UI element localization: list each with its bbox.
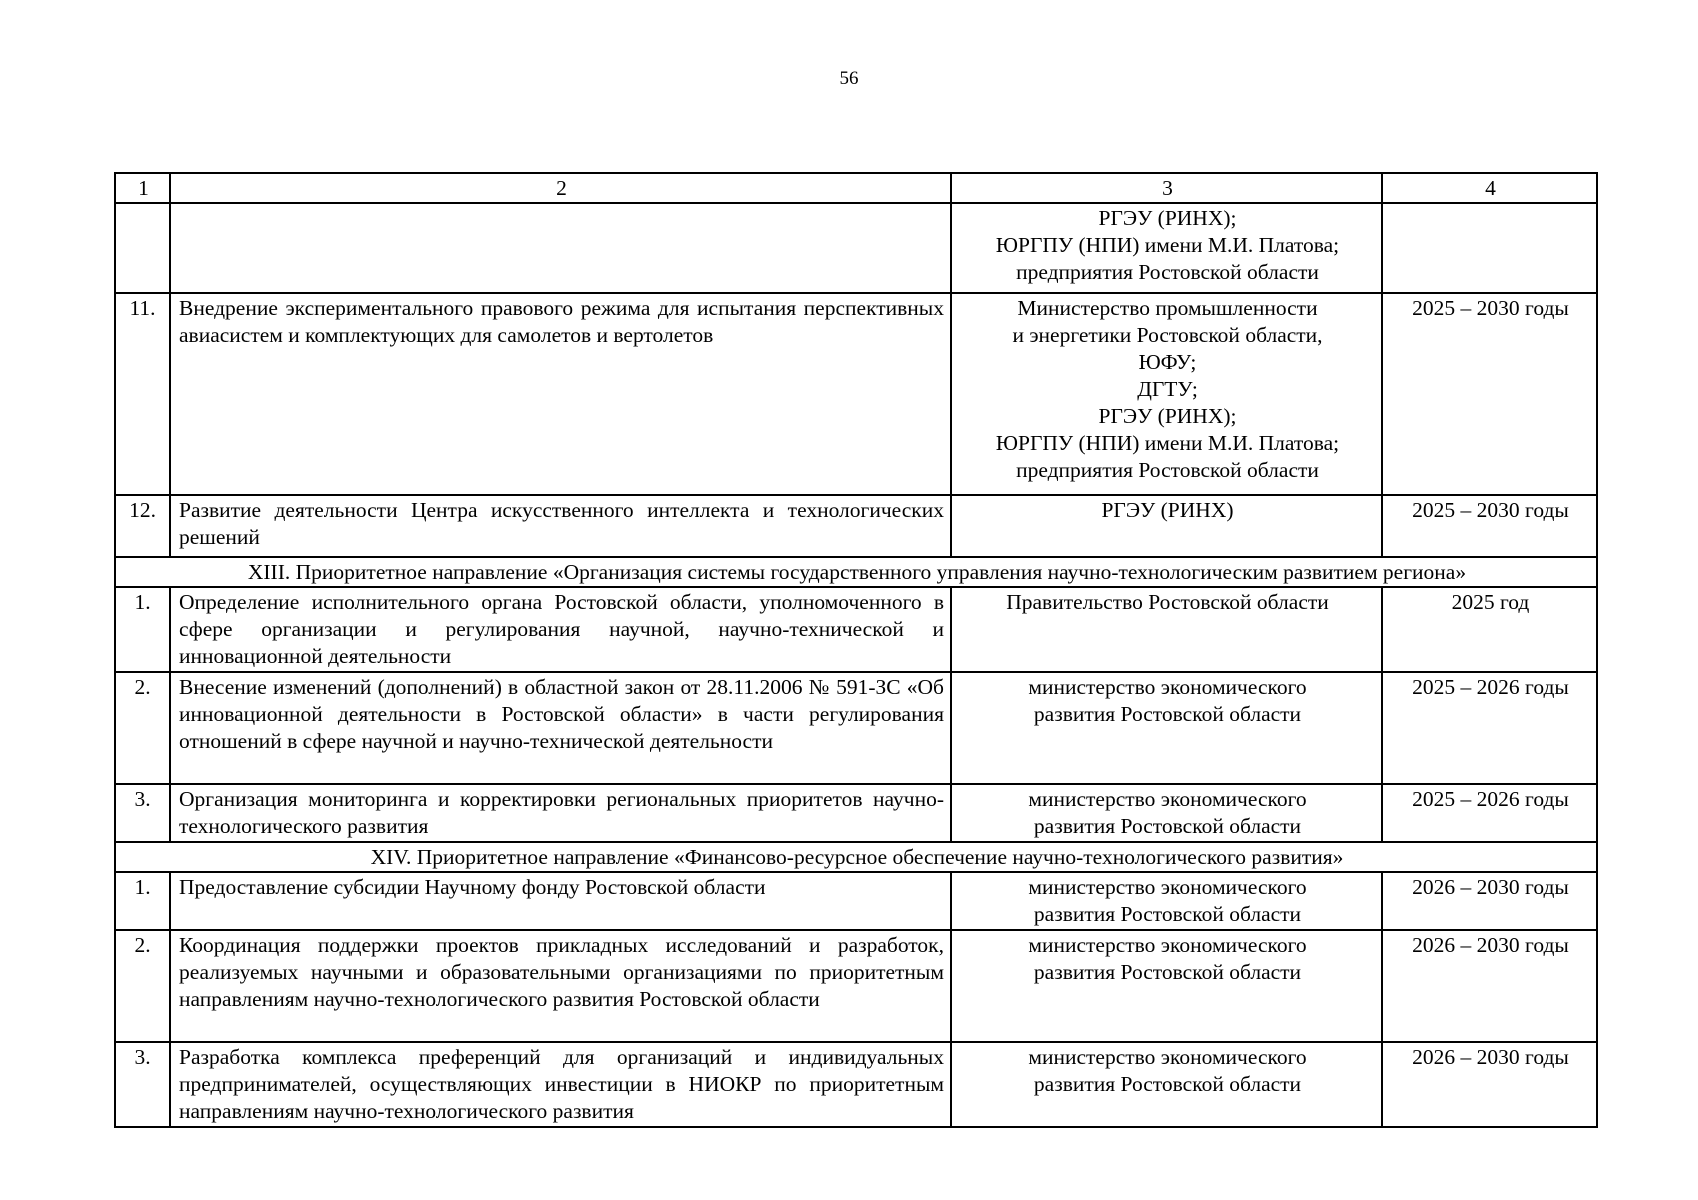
executor-line: предприятия Ростовской области (1016, 260, 1319, 284)
executor-line: ЮРГПУ (НПИ) имени М.И. Платова; (995, 233, 1340, 257)
row-description: Организация мониторинга и корректировки региональных приоритетов научно-технологического развития (170, 784, 951, 842)
executor-line: развития Ростовской области (1033, 1072, 1302, 1096)
row-number (115, 203, 170, 293)
executor-line: Министерство промышленности (1017, 296, 1318, 320)
row-description: Определение исполнительного органа Ростовской области, уполномоченного в сфере организации и регулирования научной, научно-технической и инновационной деятельности (170, 587, 951, 672)
table-row (115, 293, 1597, 495)
row-number: 2. (115, 672, 170, 784)
row-term: 2026 – 2030 годы (1382, 872, 1597, 930)
executor-line: министерство экономического (1028, 675, 1307, 699)
row-term (1382, 203, 1597, 293)
row-number: 3. (115, 784, 170, 842)
executor-line: ЮФУ; (1138, 350, 1197, 374)
row-term: 2025 год (1382, 587, 1597, 672)
row-description: Разработка комплекса преференций для организаций и индивидуальных предпринимателей, осуществляющих инвестиции в НИОКР по приоритетным направлениям научно-технологического развития (170, 1042, 951, 1127)
executor-line: ЮРГПУ (НПИ) имени М.И. Платова; (995, 431, 1340, 455)
section-heading-row (115, 557, 1597, 587)
row-number: 2. (115, 930, 170, 1042)
row-executors (951, 672, 1382, 784)
executor-line: министерство экономического (1028, 933, 1307, 957)
row-number: 12. (115, 495, 170, 557)
section-title: XIII. Приоритетное направление «Организация системы государственного управления научно-технологическим развитием региона» (115, 557, 1597, 587)
row-executors (951, 1042, 1382, 1127)
row-executors (951, 930, 1382, 1042)
column-number-1: 1 (115, 173, 170, 203)
row-term: 2026 – 2030 годы (1382, 1042, 1597, 1127)
table-row (115, 1042, 1597, 1127)
executor-line: и энергетики Ростовской области, (1012, 323, 1323, 347)
executor-line: развития Ростовской области (1033, 814, 1302, 838)
row-executors (951, 784, 1382, 842)
executor-line: развития Ростовской области (1033, 902, 1302, 926)
executor-line: развития Ростовской области (1033, 702, 1302, 726)
row-description: Внесение изменений (дополнений) в областной закон от 28.11.2006 № 591-ЗС «Об инновационной деятельности в Ростовской области» в части регулирования отношений в сфере научной и научно-технической деятельности (170, 672, 951, 784)
row-number: 1. (115, 872, 170, 930)
column-number-4: 4 (1382, 173, 1597, 203)
executor-line: министерство экономического (1028, 787, 1307, 811)
row-executors (951, 203, 1382, 293)
row-number: 1. (115, 587, 170, 672)
executor-line: РГЭУ (РИНХ); (1098, 404, 1237, 428)
row-term: 2025 – 2030 годы (1382, 293, 1597, 495)
page-number: 56 (839, 68, 859, 89)
table-row (115, 872, 1597, 930)
executor-line: развития Ростовской области (1033, 960, 1302, 984)
table-row (115, 587, 1597, 672)
row-description: Координация поддержки проектов прикладных исследований и разработок, реализуемых научными и образовательными организациями по приоритетным направлениям научно-технологического развития Ростовской области (170, 930, 951, 1042)
executor-line: РГЭУ (РИНХ) (1101, 498, 1234, 522)
row-executors (951, 587, 1382, 672)
section-title: XIV. Приоритетное направление «Финансово-ресурсное обеспечение научно-технологического развития» (115, 842, 1597, 872)
table-row (115, 203, 1597, 293)
row-executors (951, 872, 1382, 930)
row-description (170, 203, 951, 293)
table-header-row (115, 173, 1597, 203)
row-executors (951, 293, 1382, 495)
executor-line: министерство экономического (1028, 1045, 1307, 1069)
row-number: 3. (115, 1042, 170, 1127)
row-term: 2025 – 2030 годы (1382, 495, 1597, 557)
row-executors (951, 495, 1382, 557)
row-description: Внедрение экспериментального правового режима для испытания перспективных авиасистем и комплектующих для самолетов и вертолетов (170, 293, 951, 495)
table-row (115, 495, 1597, 557)
row-term: 2026 – 2030 годы (1382, 930, 1597, 1042)
row-term: 2025 – 2026 годы (1382, 672, 1597, 784)
row-number: 11. (115, 293, 170, 495)
table-row (115, 930, 1597, 1042)
column-number-2: 2 (170, 173, 951, 203)
executor-line: министерство экономического (1028, 875, 1307, 899)
executor-line: РГЭУ (РИНХ); (1098, 206, 1237, 230)
executor-line: предприятия Ростовской области (1016, 458, 1319, 482)
section-heading-row (115, 842, 1597, 872)
table-row (115, 672, 1597, 784)
column-number-3: 3 (951, 173, 1382, 203)
row-description: Развитие деятельности Центра искусственного интеллекта и технологических решений (170, 495, 951, 557)
table-row (115, 784, 1597, 842)
executor-line: ДГТУ; (1137, 377, 1198, 401)
executor-line: Правительство Ростовской области (1006, 590, 1329, 614)
row-term: 2025 – 2026 годы (1382, 784, 1597, 842)
measures-table (114, 172, 1598, 1128)
row-description: Предоставление субсидии Научному фонду Ростовской области (170, 872, 951, 930)
